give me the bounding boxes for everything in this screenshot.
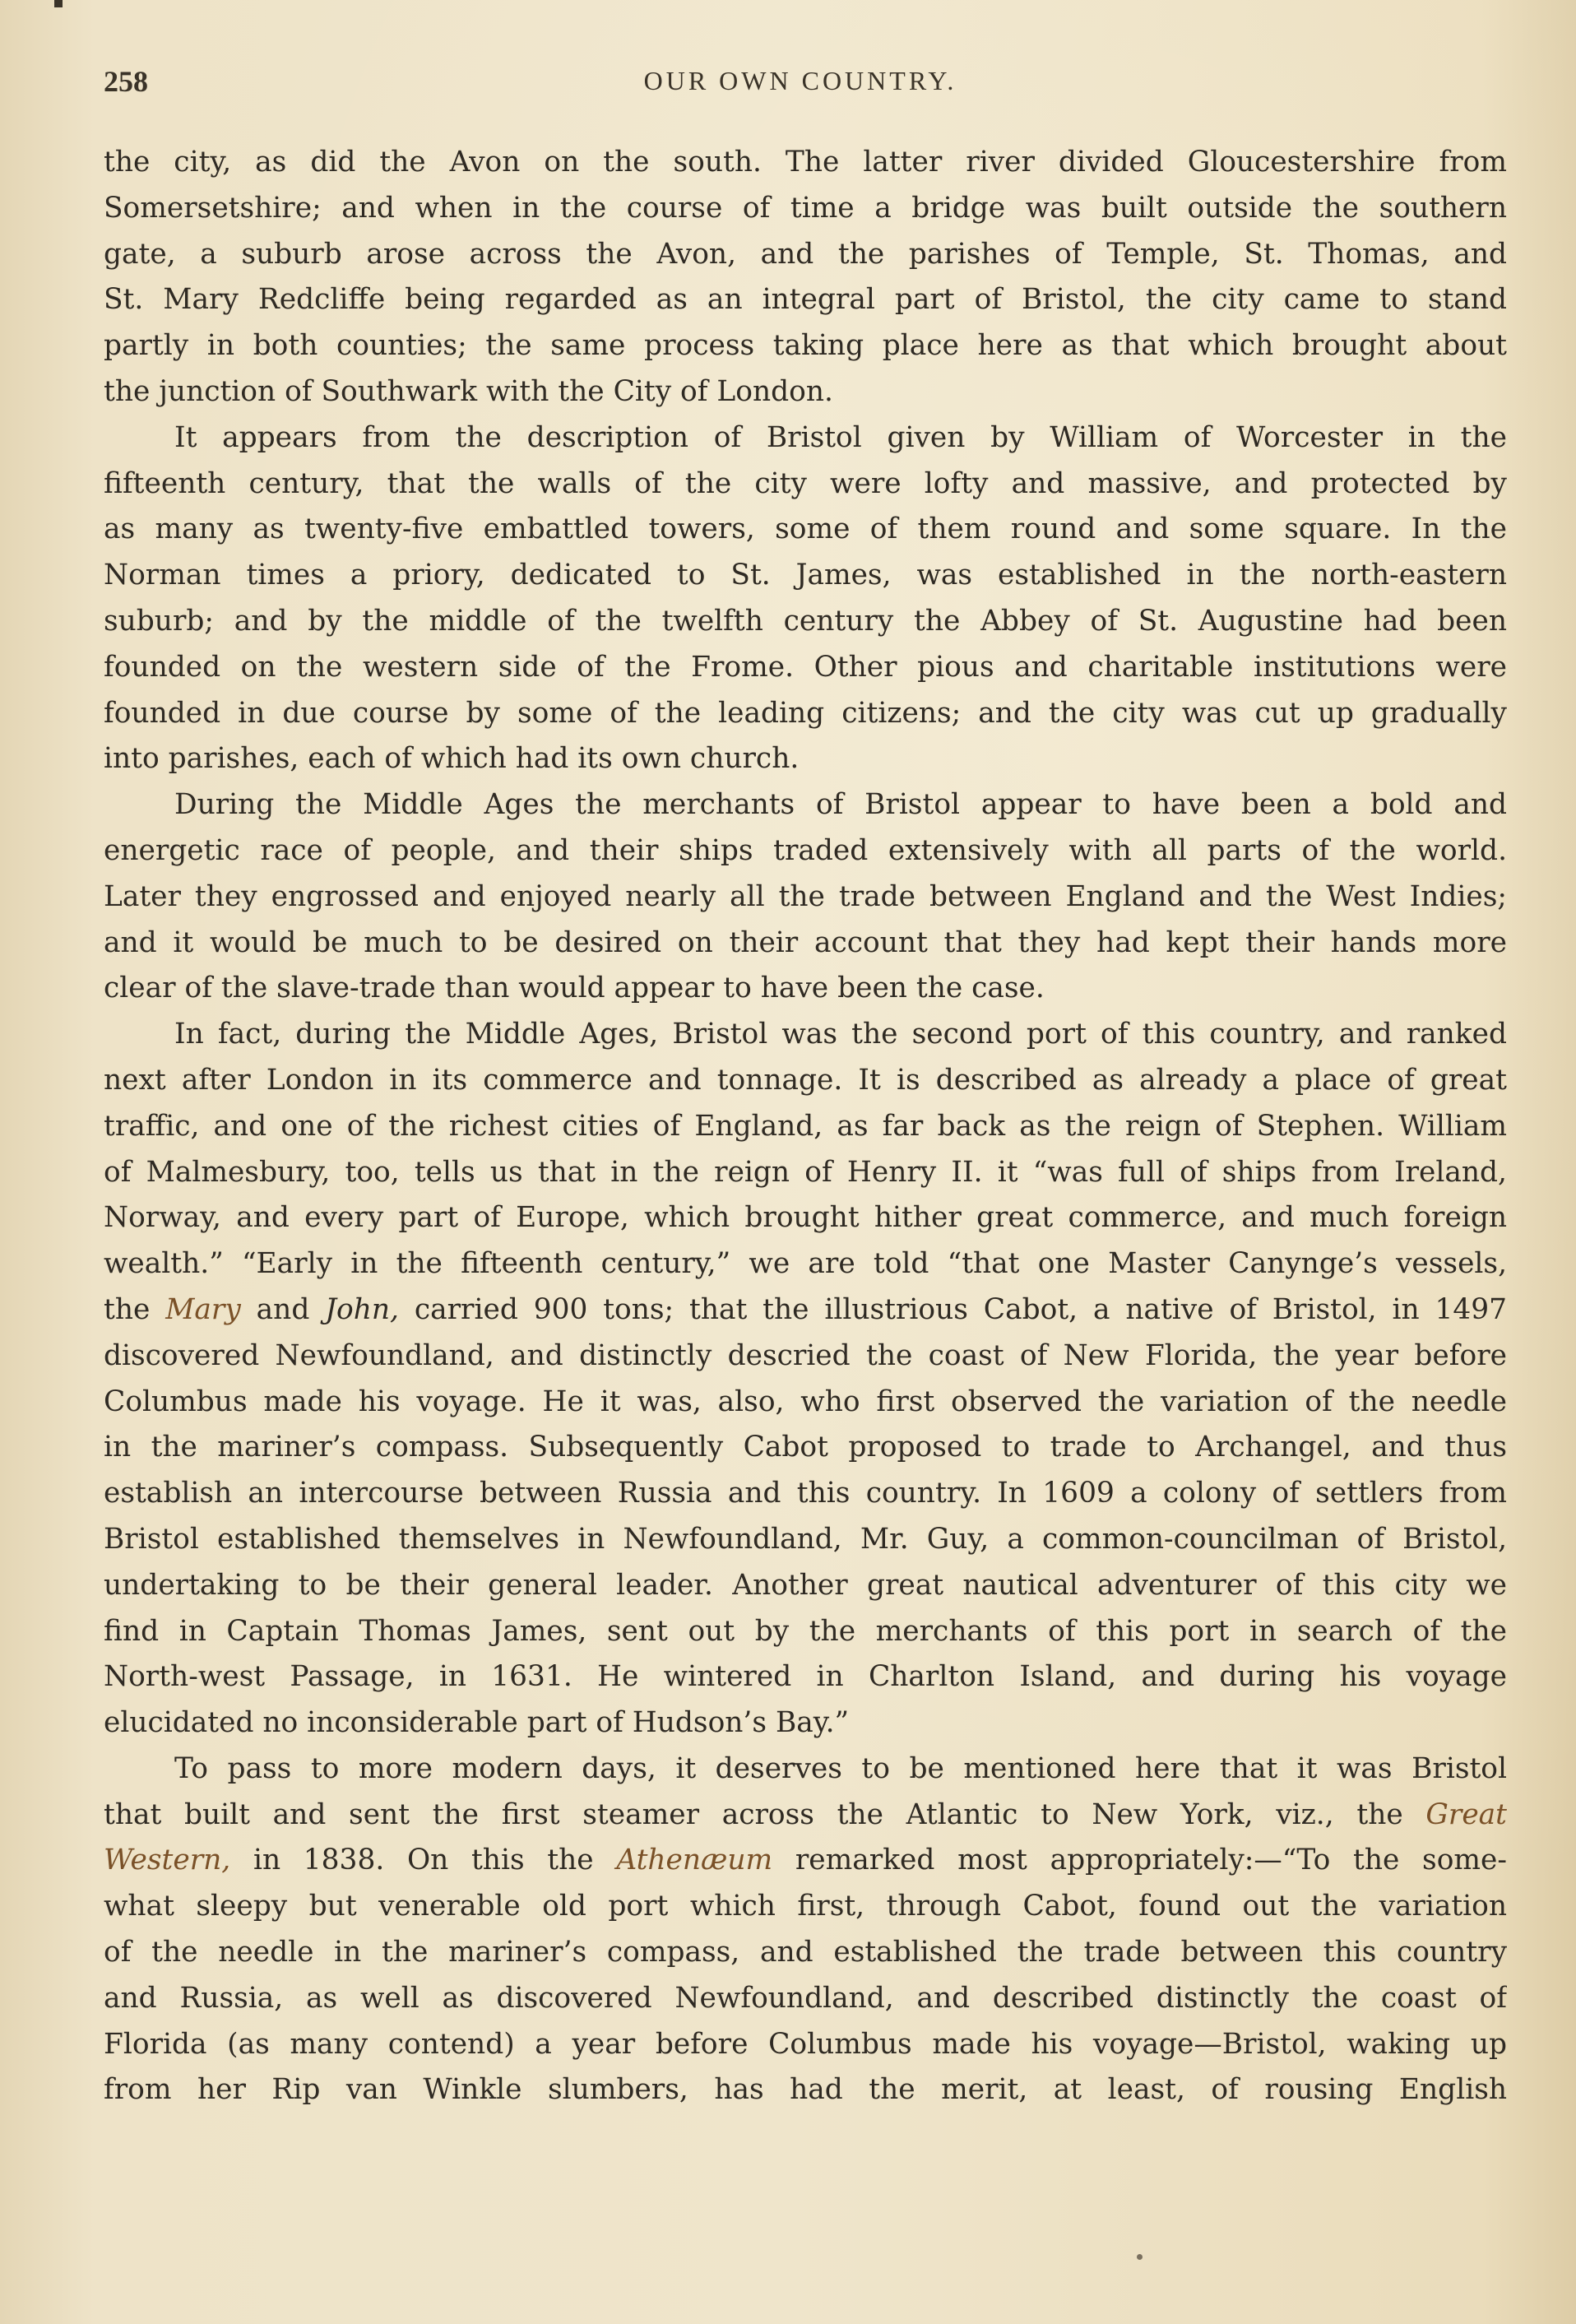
text-line: Somersetshire; and when in the course of time a bridge was built outside the southern [104,191,1507,225]
text-line: partly in both counties; the same process taking place here as that which brought about [104,329,1507,363]
text-fragment: in 1838. On this the [253,1844,594,1877]
text-line: wealth.” “Early in the fifteenth century,” we are told “that one Master Canynge’s vessels, [104,1247,1507,1281]
text-line: Norman times a priory, dedicated to St. James, was established in the north-eastern [104,559,1507,592]
text-line: the city, as did the Avon on the south. The latter river divided Gloucestershire from [104,146,1507,179]
text-line: clear of the slave-trade than would appear to have been the case. [104,972,1045,1005]
text-line-with-journal-name [104,1838,1507,1884]
text-line: next after London in its commerce and tonnage. It is described as already a place of great [104,1063,1507,1097]
ink-mark [54,0,63,7]
running-head [104,58,1497,99]
text-line: North-west Passage, in 1631. He wintered in Charlton Island, and during his voyage [104,1660,1507,1694]
text-line: energetic race of people, and their ships traded extensively with all parts of the world. [104,833,1507,867]
text-line: into parishes, each of which had its own church. [104,742,800,776]
text-line: Florida (as many contend) a year before Columbus made his voyage—Bristol, waking up [104,2027,1507,2061]
text-line: establish an intercourse between Russia and this country. In 1609 a colony of settlers from [104,1477,1507,1510]
text-line: the junction of Southwark with the City of London. [104,374,833,408]
text-line: St. Mary Redcliffe being regarded as an integral part of Bristol, the city came to stand [104,283,1507,317]
paper-speck [1137,2254,1143,2260]
text-fragment: the [104,1292,151,1326]
text-line: discovered Newfoundland, and distinctly descried the coast of New Florida, the year before [104,1338,1507,1372]
text-fragment: remarked most appropriately:—“To the some- [795,1844,1507,1877]
text-line: Columbus made his voyage. He it was, also, who first observed the variation of the needle [104,1385,1507,1418]
text-line: It appears from the description of Bristol given by William of Worcester in the [174,420,1507,454]
text-line: gate, a suburb arose across the Avon, and the parishes of Temple, St. Thomas, and [104,237,1507,271]
text-line: as many as twenty-five embattled towers, some of them round and some square. In the [104,513,1507,546]
text-line: To pass to more modern days, it deserves to be mentioned here that it was Bristol [174,1751,1507,1785]
text-line: elucidated no inconsiderable part of Hudson’s Bay.” [104,1706,850,1740]
ship-name-mary: Mary [165,1292,241,1326]
text-line: In fact, during the Middle Ages, Bristol was the second port of this country, and ranked [174,1018,1507,1051]
text-fragment: and [256,1292,310,1326]
text-line: During the Middle Ages the merchants of Bristol appear to have been a bold and [174,788,1507,822]
text-line: founded on the western side of the Frome. Other pious and charitable institutions were [104,650,1507,684]
running-title: OUR OWN COUNTRY. [643,66,957,95]
text-fragment: that built and sent the first steamer across the Atlantic to New York, viz., the [104,1798,1403,1831]
text-line: suburb; and by the middle of the twelfth century the Abbey of St. Augustine had been [104,604,1507,638]
body-text [104,140,1507,2113]
text-line: Bristol established themselves in Newfoundland, Mr. Guy, a common-councilman of Bristol, [104,1522,1507,1556]
page-number: 258 [104,65,148,98]
text-line: traffic, and one of the richest cities of England, as far back as the reign of Stephen. William [104,1109,1507,1143]
ship-name-john: John, [325,1292,399,1326]
text-line: Norway, and every part of Europe, which brought hither great commerce, and much foreign [104,1201,1507,1235]
text-line: in the mariner’s compass. Subsequently Cabot proposed to trade to Archangel, and thus [104,1431,1507,1464]
text-line: founded in due course by some of the leading citizens; and the city was cut up gradually [104,696,1507,730]
text-line: what sleepy but venerable old port which first, through Cabot, found out the variation [104,1890,1507,1923]
text-line: and it would be much to be desired on their account that they had kept their hands more [104,925,1507,959]
journal-name-athenaeum: Athenæum [616,1844,773,1877]
text-line: undertaking to be their general leader. Another great nautical adventurer of this city we [104,1568,1507,1602]
text-line: from her Rip van Winkle slumbers, has had the merit, at least, of rousing English [104,2073,1507,2107]
text-line: and Russia, as well as discovered Newfoundland, and described distinctly the coast of [104,1981,1507,2015]
text-line: Later they engrossed and enjoyed nearly all the trade between England and the West Indies; [104,879,1507,913]
text-line: fifteenth century, that the walls of the city were lofty and massive, and protected by [104,466,1507,500]
ship-name-great: Great [1425,1798,1507,1831]
text-line-with-ship-name [104,1793,1507,1839]
text-fragment: carried 900 tons; that the illustrious Cabot, a native of Bristol, in 1497 [414,1292,1507,1326]
ship-name-western: Western, [104,1844,231,1877]
text-line: find in Captain Thomas James, sent out by the merchants of this port in search of the [104,1614,1507,1648]
text-line: of the needle in the mariner’s compass, and established the trade between this country [104,1936,1507,1969]
text-line-with-ship-names [104,1287,1507,1334]
text-line: of Malmesbury, too, tells us that in the reign of Henry II. it “was full of ships from Ireland, [104,1155,1507,1189]
